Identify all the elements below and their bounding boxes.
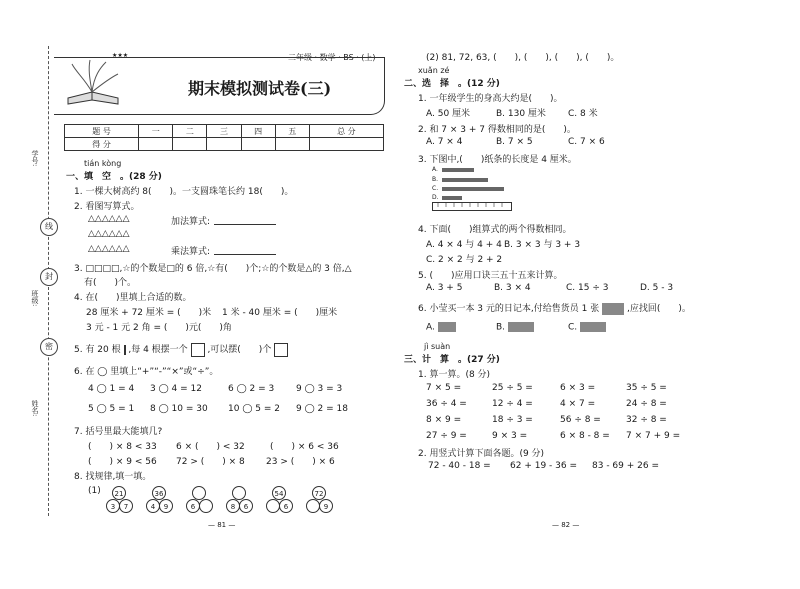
opt-letter: B. xyxy=(496,322,506,333)
s2-q6-opt-a[interactable] xyxy=(426,322,456,333)
pattern-circle-right[interactable] xyxy=(199,499,213,513)
pattern-circle-top[interactable]: 54 xyxy=(272,486,286,500)
pattern-circle-right[interactable]: 6 xyxy=(279,499,293,513)
s2-q6-opt-b[interactable] xyxy=(496,322,534,333)
sec1-heading: 一、填 空 。(28 分) xyxy=(66,172,162,182)
q6-row2-item: 9 ◯ 2 = 18 xyxy=(296,404,348,414)
s3-q2-item: 83 - 69 + 26 = xyxy=(592,461,659,471)
pattern-circle-left[interactable] xyxy=(306,499,320,513)
s2-q4: 4. 下面( )组算式的两个得数相同。 xyxy=(418,225,572,235)
pattern-circle-right[interactable]: 7 xyxy=(119,499,133,513)
s2-q6-text: 6. 小莹买一本 3 元的日记本,付给售货员 1 张 xyxy=(418,304,600,314)
pattern-circle-left[interactable]: 8 xyxy=(226,499,240,513)
score-header-cell: 五 xyxy=(275,125,309,138)
class-label: 班级: xyxy=(31,290,39,307)
s2-q1-opt[interactable]: B. 130 厘米 xyxy=(496,109,546,119)
calc-item: 25 ÷ 5 = xyxy=(492,383,533,393)
q7-row1-item: 6 × ( ) < 32 xyxy=(176,442,245,452)
q4-line2: 3 元 - 1 元 2 角 = ( )元( )角 xyxy=(86,323,232,333)
s2-q6 xyxy=(418,301,691,315)
score-header-cell: 三 xyxy=(207,125,241,138)
s2-q5: 5. ( )应用口诀三五十五来计算。 xyxy=(418,271,563,281)
q5-part-c: ,可以摆( )个 xyxy=(207,345,272,355)
square-icon xyxy=(191,343,205,357)
triangle-row: △△△△△△ xyxy=(88,244,130,254)
stars: ★★★ xyxy=(112,52,129,59)
exam-title: 期末模拟测试卷(三) xyxy=(188,79,332,98)
score-header-cell: 四 xyxy=(241,125,275,138)
score-header-cell: 二 xyxy=(173,125,207,138)
paper-strip-a xyxy=(442,168,474,172)
q6-row2-item: 8 ◯ 10 = 30 xyxy=(150,404,208,414)
q6-row2-item: 10 ◯ 5 = 2 xyxy=(228,404,280,414)
opt-letter: C. xyxy=(568,322,578,333)
q7-row2-item: ( ) × 9 < 56 xyxy=(88,457,157,467)
bar-label-a: A. xyxy=(432,166,438,173)
s3-q2: 2. 用竖式计算下面各题。(9 分) xyxy=(418,449,545,459)
banknote-icon xyxy=(508,322,534,332)
s2-q5-opt[interactable]: D. 5 - 3 xyxy=(640,283,674,293)
calc-item: 24 ÷ 8 = xyxy=(626,399,667,409)
seal-feng: 封 xyxy=(40,268,58,286)
stick-icon xyxy=(124,345,126,355)
calc-item: 8 × 9 = xyxy=(426,415,462,425)
seal-mi: 密 xyxy=(40,338,58,356)
q4-line1a: 28 厘米 + 72 厘米 = ( )米 xyxy=(86,308,212,318)
score-cell[interactable] xyxy=(139,138,173,151)
sec3-pinyin: jì suàn xyxy=(424,342,451,351)
paper-strip-b xyxy=(442,178,488,182)
paper-strip-c xyxy=(442,187,504,191)
calc-item: 6 × 3 = xyxy=(560,383,596,393)
q7-row2-item: 72 > ( ) × 8 xyxy=(176,457,245,467)
banknote-icon xyxy=(602,303,624,315)
mul-answer-line[interactable] xyxy=(214,254,276,255)
s2-q2-opt[interactable]: B. 7 × 5 xyxy=(496,137,533,147)
score-row-label: 得 分 xyxy=(65,138,139,151)
calc-item: 32 ÷ 8 = xyxy=(626,415,667,425)
calc-item: 7 × 5 = xyxy=(426,383,462,393)
q6-row1-item: 9 ◯ 3 = 3 xyxy=(296,384,343,394)
q1-text: 1. 一棵大树高约 8( )。一支圆珠笔长约 18( )。 xyxy=(74,187,294,197)
opt-letter: A. xyxy=(426,322,435,333)
q6-text: 6. 在 ◯ 里填上“+”“-”“×”或“÷”。 xyxy=(74,367,219,377)
page-number-right: — 82 — xyxy=(552,521,580,529)
score-cell[interactable] xyxy=(275,138,309,151)
q7-row2-item: 23 > ( ) × 6 xyxy=(266,457,335,467)
triangle-row: △△△△△△ xyxy=(88,229,130,239)
square-icon xyxy=(274,343,288,357)
q2-text: 2. 看图写算式。 xyxy=(74,202,140,212)
calc-item: 35 ÷ 5 = xyxy=(626,383,667,393)
s3-q2-item: 72 - 40 - 18 = xyxy=(428,461,491,471)
s2-q2-opt[interactable]: C. 7 × 6 xyxy=(568,137,605,147)
student-no-label: 学号: xyxy=(31,150,39,167)
q5-part-a: 5. 有 20 根 xyxy=(74,345,121,355)
s3-q2-item: 62 + 19 - 36 = xyxy=(510,461,577,471)
score-cell[interactable] xyxy=(207,138,241,151)
sec3-heading: 三、计 算 。(27 分) xyxy=(404,355,500,365)
q3-line2: 有( )个。 xyxy=(84,278,137,288)
q4-text: 4. 在( )里填上合适的数。 xyxy=(74,293,192,303)
calc-item: 4 × 7 = xyxy=(560,399,596,409)
score-cell[interactable] xyxy=(309,138,383,151)
s2-q6-end: ,应找回( )。 xyxy=(626,304,691,314)
pattern-circle-left[interactable] xyxy=(266,499,280,513)
score-cell[interactable] xyxy=(241,138,275,151)
add-answer-line[interactable] xyxy=(214,224,276,225)
s2-q5-opt[interactable]: A. 3 + 5 xyxy=(426,283,463,293)
ruler-icon xyxy=(432,202,512,212)
s2-q4-opt[interactable]: A. 4 × 4 与 4 + 4 xyxy=(426,240,502,250)
calc-item: 36 ÷ 4 = xyxy=(426,399,467,409)
calc-item: 12 ÷ 4 = xyxy=(492,399,533,409)
s2-q1-opt[interactable]: C. 8 米 xyxy=(568,109,598,119)
pattern-circle-right[interactable]: 9 xyxy=(159,499,173,513)
q6-row2-item: 5 ◯ 5 = 1 xyxy=(88,404,135,414)
add-label: 加法算式: xyxy=(171,217,211,227)
calc-item: 27 ÷ 9 = xyxy=(426,431,467,441)
banknote-icon xyxy=(438,322,456,332)
s2-q2-opt[interactable]: A. 7 × 4 xyxy=(426,137,463,147)
grade-tag: 二年级 · 数学 · BS · (上) xyxy=(288,53,376,62)
s2-q5-opt[interactable]: C. 15 ÷ 3 xyxy=(566,283,609,293)
s2-q4-opt[interactable]: C. 2 × 2 与 2 + 2 xyxy=(426,255,503,265)
q7-text: 7. 括号里最大能填几? xyxy=(74,427,163,437)
bar-label-d: D. xyxy=(432,194,439,201)
score-cell[interactable] xyxy=(173,138,207,151)
q8-sub-label: (1) xyxy=(88,486,101,496)
book-illustration xyxy=(62,58,124,108)
pattern-circle-right[interactable]: 9 xyxy=(319,499,333,513)
pattern-circle-top[interactable] xyxy=(232,486,246,500)
pattern-circle-top[interactable]: 72 xyxy=(312,486,326,500)
name-label: 姓名: xyxy=(31,400,39,417)
s2-q1: 1. 一年级学生的身高大约是( )。 xyxy=(418,94,563,104)
q8-text: 8. 找规律,填一填。 xyxy=(74,472,152,482)
calc-item: 6 × 8 - 8 = xyxy=(560,431,610,441)
s2-q3: 3. 下图中,( )纸条的长度是 4 厘米。 xyxy=(418,155,577,165)
q6-row1-item: 6 ◯ 2 = 3 xyxy=(228,384,275,394)
score-table xyxy=(64,124,384,151)
pattern-circle-left[interactable]: 6 xyxy=(186,499,200,513)
score-header-cell: 题 号 xyxy=(65,125,139,138)
calc-item: 18 ÷ 3 = xyxy=(492,415,533,425)
sec2-heading: 二、选 择 。(12 分) xyxy=(404,79,500,89)
q6-row1-item: 3 ◯ 4 = 12 xyxy=(150,384,202,394)
mul-label: 乘法算式: xyxy=(171,247,211,257)
s2-q6-opt-c[interactable] xyxy=(568,322,606,333)
calc-item: 7 × 7 + 9 = xyxy=(626,431,681,441)
sec2-pinyin: xuǎn zé xyxy=(418,66,450,75)
calc-item: 56 ÷ 8 = xyxy=(560,415,601,425)
bar-label-b: B. xyxy=(432,176,439,183)
pattern-circle-top[interactable]: 36 xyxy=(152,486,166,500)
triangle-row: △△△△△△ xyxy=(88,214,130,224)
banknote-icon xyxy=(580,322,606,332)
s3-q1: 1. 算一算。(8 分) xyxy=(418,370,491,380)
q3-line1: 3. □□□□,☆的个数是□的 6 倍,☆有( )个;☆的个数是△的 3 倍,△ xyxy=(74,264,352,274)
paper-strip-d xyxy=(442,196,462,200)
pattern-circle-left[interactable]: 4 xyxy=(146,499,160,513)
s2-q2: 2. 和 7 × 3 + 7 得数相同的是( )。 xyxy=(418,125,576,135)
pattern-circle-top[interactable] xyxy=(192,486,206,500)
q4-line1b: 1 米 - 40 厘米 = ( )厘米 xyxy=(222,308,338,318)
bar-label-c: C. xyxy=(432,185,439,192)
q6-row1-item: 4 ◯ 1 = 4 xyxy=(88,384,135,394)
q7-row1-item: ( ) × 8 < 33 xyxy=(88,442,157,452)
page-number-left: — 81 — xyxy=(208,521,236,529)
q5-text xyxy=(74,342,288,357)
pattern-circle-top[interactable]: 21 xyxy=(112,486,126,500)
sec1-pinyin: tián kòng xyxy=(84,159,122,168)
s2-q5-opt[interactable]: B. 3 × 4 xyxy=(494,283,531,293)
s2-q1-opt[interactable]: A. 50 厘米 xyxy=(426,109,471,119)
q8-2-text: (2) 81, 72, 63, ( ), ( ), ( ), ( )。 xyxy=(426,53,620,63)
q5-part-b: ,每 4 根摆一个 xyxy=(128,345,188,355)
pattern-circle-left[interactable]: 3 xyxy=(106,499,120,513)
q7-row1-item: ( ) × 6 < 36 xyxy=(270,442,339,452)
s2-q4-opt[interactable]: B. 3 × 3 与 3 + 3 xyxy=(504,240,581,250)
calc-item: 9 × 3 = xyxy=(492,431,528,441)
score-header-cell: 一 xyxy=(139,125,173,138)
seal-xian: 线 xyxy=(40,218,58,236)
pattern-circle-right[interactable]: 6 xyxy=(239,499,253,513)
score-header-cell: 总 分 xyxy=(309,125,383,138)
